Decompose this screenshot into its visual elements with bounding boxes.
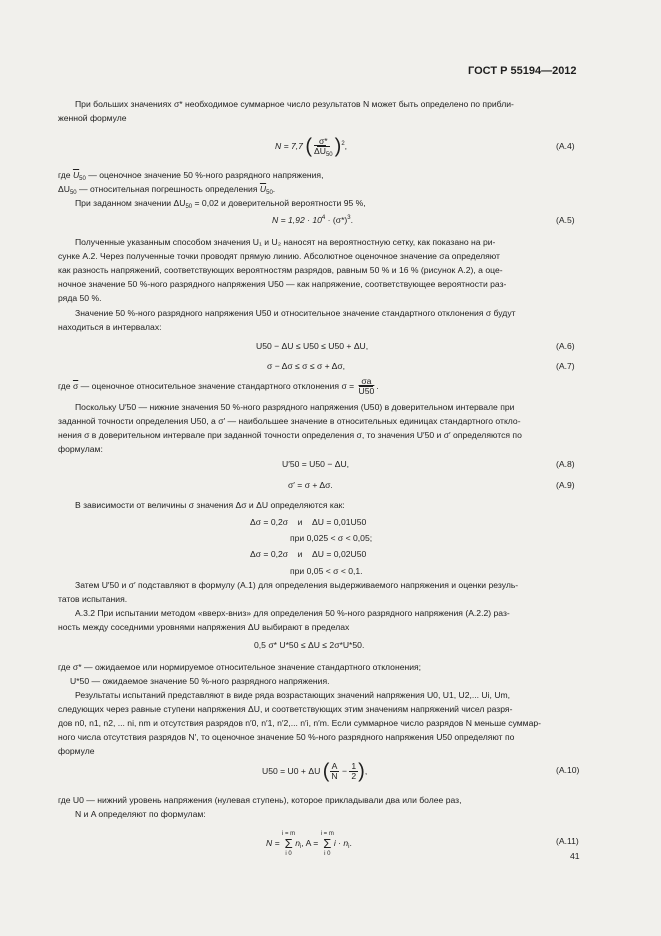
para3-line4: ночное значение 50 %-ного разрядного напряжения U50 — как напряжение, соответствующее вероятности раз- [58, 279, 507, 289]
eq-a4-num: σ* [319, 136, 328, 147]
equation-a5: $N = 1,92 \cdot 10^4 \cdot (\sigma*)^3$. [272, 215, 354, 225]
eq-a6-number: (А.6) [556, 341, 575, 351]
cond-row4: при 0,05 < σ < 0,1. [290, 566, 363, 576]
eq-a4-den-sub: 50 [325, 152, 333, 159]
para9-line1: Результаты испытаний представляют в виде ряда возрастающих значений напряжения U0, U1, U2,... Ui, Um, [75, 690, 511, 700]
para1-line2: женной формуле [58, 113, 127, 123]
para7-line2: татов испытания. [58, 594, 128, 604]
eq-a4-den: $\overline{\Delta U}$ [314, 146, 326, 157]
eq-a10-number: (А.10) [556, 765, 580, 775]
page-number: 41 [570, 851, 580, 861]
para5-line1: Поскольку U′50 — нижние значения 50 %-ного разрядного напряжения (U50) в доверительном интервале при [75, 402, 515, 412]
cond-row3: Δσ = 0,2σ и ΔU = 0,02U50 [250, 549, 367, 559]
equation-a11: N = i = m Σ i 0 $n_i$, A = i = m Σ i 0 $i \cdot n_i$. [266, 830, 352, 857]
where1-line2: $\Delta U_{50}$ — относительная погрешность определения $\overline{U}_{50}$. [58, 184, 276, 196]
para3-line2: сунке А.2. Через полученные точки проводят прямую линию. Абсолютное оценочное значение σa определяют [58, 251, 500, 261]
para4-line2: находиться в интервалах: [58, 322, 162, 332]
eq-a11-number: (А.11) [556, 836, 579, 846]
standard-header: ГОСТ Р 55194—2012 [468, 65, 577, 77]
para3-line5: ряда 50 %. [58, 293, 102, 303]
para5-line2: заданной точности определения U50, а σ′ — наибольшее значение в относительных единицах стандартного откло- [58, 416, 521, 426]
equation-a8: U′50 = U50 − ΔU, [282, 459, 350, 469]
equation-a7: σ − Δσ ≤ σ ≤ σ + Δσ, [267, 361, 346, 371]
para7-line1: Затем U′50 и σ′ подставляют в формулу (А.1) для определения выдерживаемого напряжения и оценки резуль- [75, 580, 519, 590]
para8-line2: ность между соседними уровнями напряжения ΔU выбирают в пределах [58, 622, 350, 632]
equation-a9: σ′ = σ + Δσ. [288, 480, 333, 490]
eq-a4-pow: 2 [341, 141, 345, 147]
para9-line3: дов n0, n1, n2, ... ni, nm и отсутствия разрядов n′0, n′1, n′2,... n′i, n′m. Если суммарное число разрядов N меньше суммар- [58, 718, 542, 728]
para4-line1: Значение 50 %-ного разрядного напряжения U50 и относительное значение стандартного отклонения σ будут [75, 308, 516, 318]
eq-a4-lhs: N = 7,7 [275, 141, 303, 151]
equation-a4: N = 7,7 ( $\frac{\sigma*}{\overline{\Delta U}_{50}}$ )$^2$, [275, 135, 348, 159]
para5-line3: нения σ в доверительном интервале при заданной точности определения σ, то значения U′50 и σ′ определяются по [58, 430, 522, 440]
where3-line1: где σ* — ожидаемое или нормируемое относительное значение стандартного отклонения; [58, 662, 422, 672]
cond-row1: Δσ = 0,2σ и ΔU = 0,01U50 [250, 517, 367, 527]
where1-line1: где $\overline{U}_{50}$ — оценочное значение 50 %-ного разрядного напряжения, [58, 170, 324, 182]
para1-line1: При больших значениях σ* необходимое суммарное число результатов N может быть определено по прибли- [75, 99, 514, 109]
cond-row2: при 0,025 < σ < 0,05; [290, 533, 373, 543]
equation-a10: U50 = U0 + ΔU ( $\frac{A}{N}$ − $\frac{1}{2}$ ), [262, 760, 368, 783]
equation-a6: U50 − ΔU ≤ U50 ≤ U50 + ΔU, [256, 341, 369, 351]
para3-line3: как разность напряжений, соответствующих вероятностям разрядов, равным 50 % и 16 % (рисунок А.2), а оце- [58, 265, 503, 275]
eq-a5-number: (А.5) [556, 215, 575, 225]
para2: При заданном значении $\Delta U_{50} = 0,02$ и доверительной вероятности 95 %, [75, 198, 366, 210]
para6: В зависимости от величины σ значения Δσ и ΔU определяются как: [75, 500, 345, 510]
eq-a4-number: (А.4) [556, 141, 575, 151]
para9-line2: следующих через равные ступени напряжения ΔU, и соответствующих этим значениям напряжений чисел разря- [58, 704, 513, 714]
eq-a9-number: (А.9) [556, 480, 575, 490]
eq-a8-number: (А.8) [556, 459, 575, 469]
para5-line4: формулам: [58, 444, 103, 454]
eq-a7-number: (А.7) [556, 361, 575, 371]
para9-line5: формуле [58, 746, 95, 756]
para9-line4: ного числа отсутствия разрядов N′, то оценочное значение 50 %-ного разрядного напряжения U50 определяют по [58, 732, 515, 742]
equation-range: 0,5 σ* U*50 ≤ ΔU ≤ 2σ*U*50. [254, 640, 365, 650]
where2: где $\overline{\sigma}$ — оценочное относительное значение стандартного отклонения σ = $\frac{\sigma a}{U50}$ . [58, 376, 379, 397]
where3-line2: U*50 — ожидаемое значение 50 %-ного разрядного напряжения. [70, 676, 330, 686]
where4: где U0 — нижний уровень напряжения (нулевая ступень), которое прикладывали два или более раз, [58, 795, 462, 805]
eq-a4-tail: , [344, 141, 348, 151]
para10: N и A определяют по формулам: [75, 809, 206, 819]
para8-line1: А.3.2 При испытании методом «вверх-вниз» для определения 50 %-ного разрядного напряжения (А.2.2) раз- [75, 608, 510, 618]
para3-line1: Полученные указанным способом значения U₁ и U₂ наносят на вероятностную сетку, как показано на ри- [75, 237, 496, 247]
